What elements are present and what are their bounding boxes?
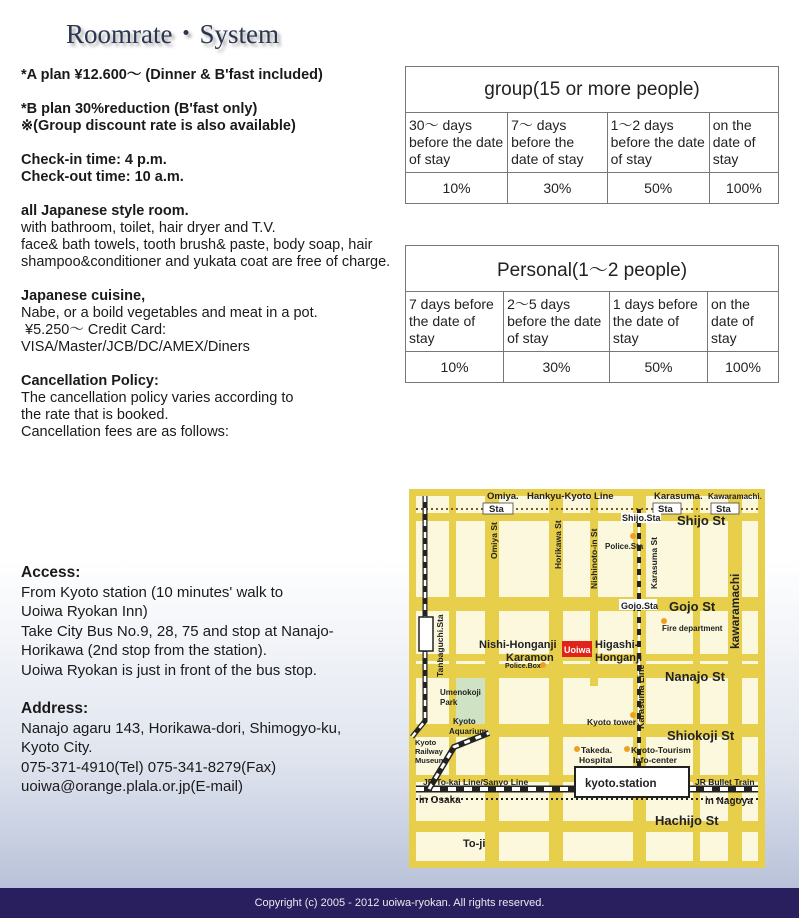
map-label: Railway	[415, 747, 443, 756]
map-label: Karasuma St	[649, 537, 659, 589]
map-label: Karasuma Line	[636, 664, 646, 729]
access-line: Take City Bus No.9, 28, 75 and stop at Nanajo-	[21, 622, 334, 640]
access-line: Uoiwa Ryokan is just in front of the bus stop.	[21, 661, 317, 679]
map-label: Hachijo St	[655, 813, 719, 828]
access-line: Horikawa (2nd stop from the station).	[21, 642, 267, 659]
address-line: Nanajo agaru 143, Horikawa-dori, Shimogyo-ku,	[21, 719, 342, 737]
map-label: kawaramachi	[728, 573, 742, 649]
rate-info	[21, 67, 391, 458]
map-label: kyoto.station	[585, 778, 657, 790]
access-line: Uoiwa Ryokan Inn)	[21, 603, 148, 620]
access-info	[21, 563, 391, 816]
table-cell: 50%	[607, 173, 709, 204]
access-map	[409, 489, 765, 868]
map-label: Kyoto	[415, 738, 437, 747]
table-cell: 30～ days before the date of stay	[406, 113, 508, 173]
access-line: From Kyoto station (10 minutes' walk to	[21, 583, 284, 601]
map-label: Aquarium	[449, 727, 487, 736]
cancellation-line: The cancellation policy varies according to	[21, 390, 294, 406]
page-title: Roomrate・System	[66, 19, 279, 49]
group-note-text: ※(Group discount rate is also available)	[21, 118, 296, 134]
table-cell: 10%	[406, 173, 508, 204]
table-cell: 50%	[609, 352, 707, 383]
map-label: Fire department	[662, 624, 723, 633]
rooms-line: with bathroom, toilet, hair dryer and T.V.	[21, 220, 276, 236]
map-label: in Osaka	[419, 795, 461, 806]
table-cell: 2～5 days before the date of stay	[504, 292, 610, 352]
map-label: Uoiwa	[564, 645, 591, 655]
a-plan-text: *A plan ¥12.600～ (Dinner & B'fast included)	[21, 67, 323, 83]
table-header: Personal(1～2 people)	[406, 246, 779, 292]
table-cell: on the date of stay	[709, 113, 778, 173]
map-label: Police.Sta	[605, 542, 644, 551]
map-label: Shijo St	[677, 513, 726, 528]
map-label: Gojo St	[669, 599, 716, 614]
map-label: Sta	[716, 504, 731, 515]
cuisine-line: Nabe, or a boild vegetables and meat in a pot.	[21, 305, 318, 321]
address-email: uoiwa@orange.plala.or.jp(E-mail)	[21, 778, 243, 795]
map-label: Nanajo St	[665, 669, 725, 684]
b-plan-text: *B plan 30%reduction (B'fast only)	[21, 101, 258, 117]
cuisine-line: ¥5.250～ Credit Card:	[25, 322, 167, 338]
map-label: Omiya St	[489, 522, 499, 559]
table-cell: 10%	[406, 352, 504, 383]
group-fee-table	[405, 66, 779, 204]
table-cell: 100%	[709, 173, 778, 204]
map-label: To-ji	[463, 838, 486, 850]
table-cell: 1～2 days before the date of stay	[607, 113, 709, 173]
map-label: Takeda.	[581, 745, 613, 755]
table-cell: 100%	[708, 352, 779, 383]
map-label: Omiya.	[487, 491, 519, 502]
map-label: Gojo.Sta	[621, 601, 659, 611]
map-label: JR To-kai Line/Sanyo Line	[423, 777, 529, 787]
map-label: Umenokoji	[440, 688, 481, 697]
map-label: Kyoto tower	[587, 717, 637, 727]
map-label: Karamon	[506, 652, 554, 664]
checkout-time: Check-out time: 10 a.m.	[21, 169, 184, 185]
rooms-heading: all Japanese style room.	[21, 203, 189, 219]
map-label: Police.Box	[505, 663, 541, 670]
footer-copyright: Copyright (c) 2005 - 2012 uoiwa-ryokan. All rights reserved.	[0, 888, 799, 918]
cancellation-heading: Cancellation Policy:	[21, 373, 159, 389]
map-label: Honganji	[595, 652, 643, 664]
map-label: Sta	[489, 504, 504, 515]
map-label: Kyoto-Tourism	[631, 745, 691, 755]
map-label: Hankyu-Kyoto Line	[527, 491, 614, 502]
map-label: Shijo.Sta	[622, 513, 661, 523]
access-heading: Access:	[21, 564, 81, 581]
cuisine-heading: Japanese cuisine,	[21, 288, 146, 304]
table-cell: 30%	[504, 352, 610, 383]
map-label: Kawaramachi.	[708, 492, 762, 501]
map-label: Nishi-Honganji	[479, 639, 557, 651]
table-header: group(15 or more people)	[406, 67, 779, 113]
map-label: Hospital	[579, 755, 613, 765]
table-cell: 7～ days before the date of stay	[508, 113, 608, 173]
map-label: Horikawa St	[553, 520, 563, 569]
map-label: Higashi-	[595, 639, 639, 651]
table-cell: on the date of stay	[708, 292, 779, 352]
cancellation-line: the rate that is booked.	[21, 407, 169, 423]
map-label: Info-center	[633, 755, 677, 765]
map-label: Park	[440, 698, 458, 707]
table-cell: 7 days before the date of stay	[406, 292, 504, 352]
address-phone: 075-371-4910(Tel) 075-341-8279(Fax)	[21, 758, 277, 776]
map-label: Sta	[658, 504, 673, 515]
map-label: Karasuma.	[654, 491, 703, 502]
cuisine-line: VISA/Master/JCB/DC/AMEX/Diners	[21, 339, 250, 355]
map-label: Nishinoto-in St	[589, 528, 599, 589]
address-line: Kyoto City.	[21, 739, 93, 756]
map-label: in Nagoya	[705, 796, 753, 807]
address-heading: Address:	[21, 700, 89, 717]
rooms-line: face& bath towels, tooth brush& paste, body soap, hair shampoo&conditioner and yukata coat are free of charge.	[21, 237, 391, 270]
cancellation-line: Cancellation fees are as follows:	[21, 424, 229, 440]
map-label: Tanbaguchi.Sta	[435, 614, 445, 677]
table-cell: 1 days before the date of stay	[609, 292, 707, 352]
map-label: Kyoto	[453, 717, 476, 726]
table-cell: 30%	[508, 173, 608, 204]
map-label: Museum	[415, 756, 446, 765]
map-label: Shiokoji St	[667, 728, 735, 743]
map-label: JR Bullet Train	[695, 777, 755, 787]
personal-fee-table	[405, 245, 779, 383]
checkin-time: Check-in time: 4 p.m.	[21, 152, 167, 168]
